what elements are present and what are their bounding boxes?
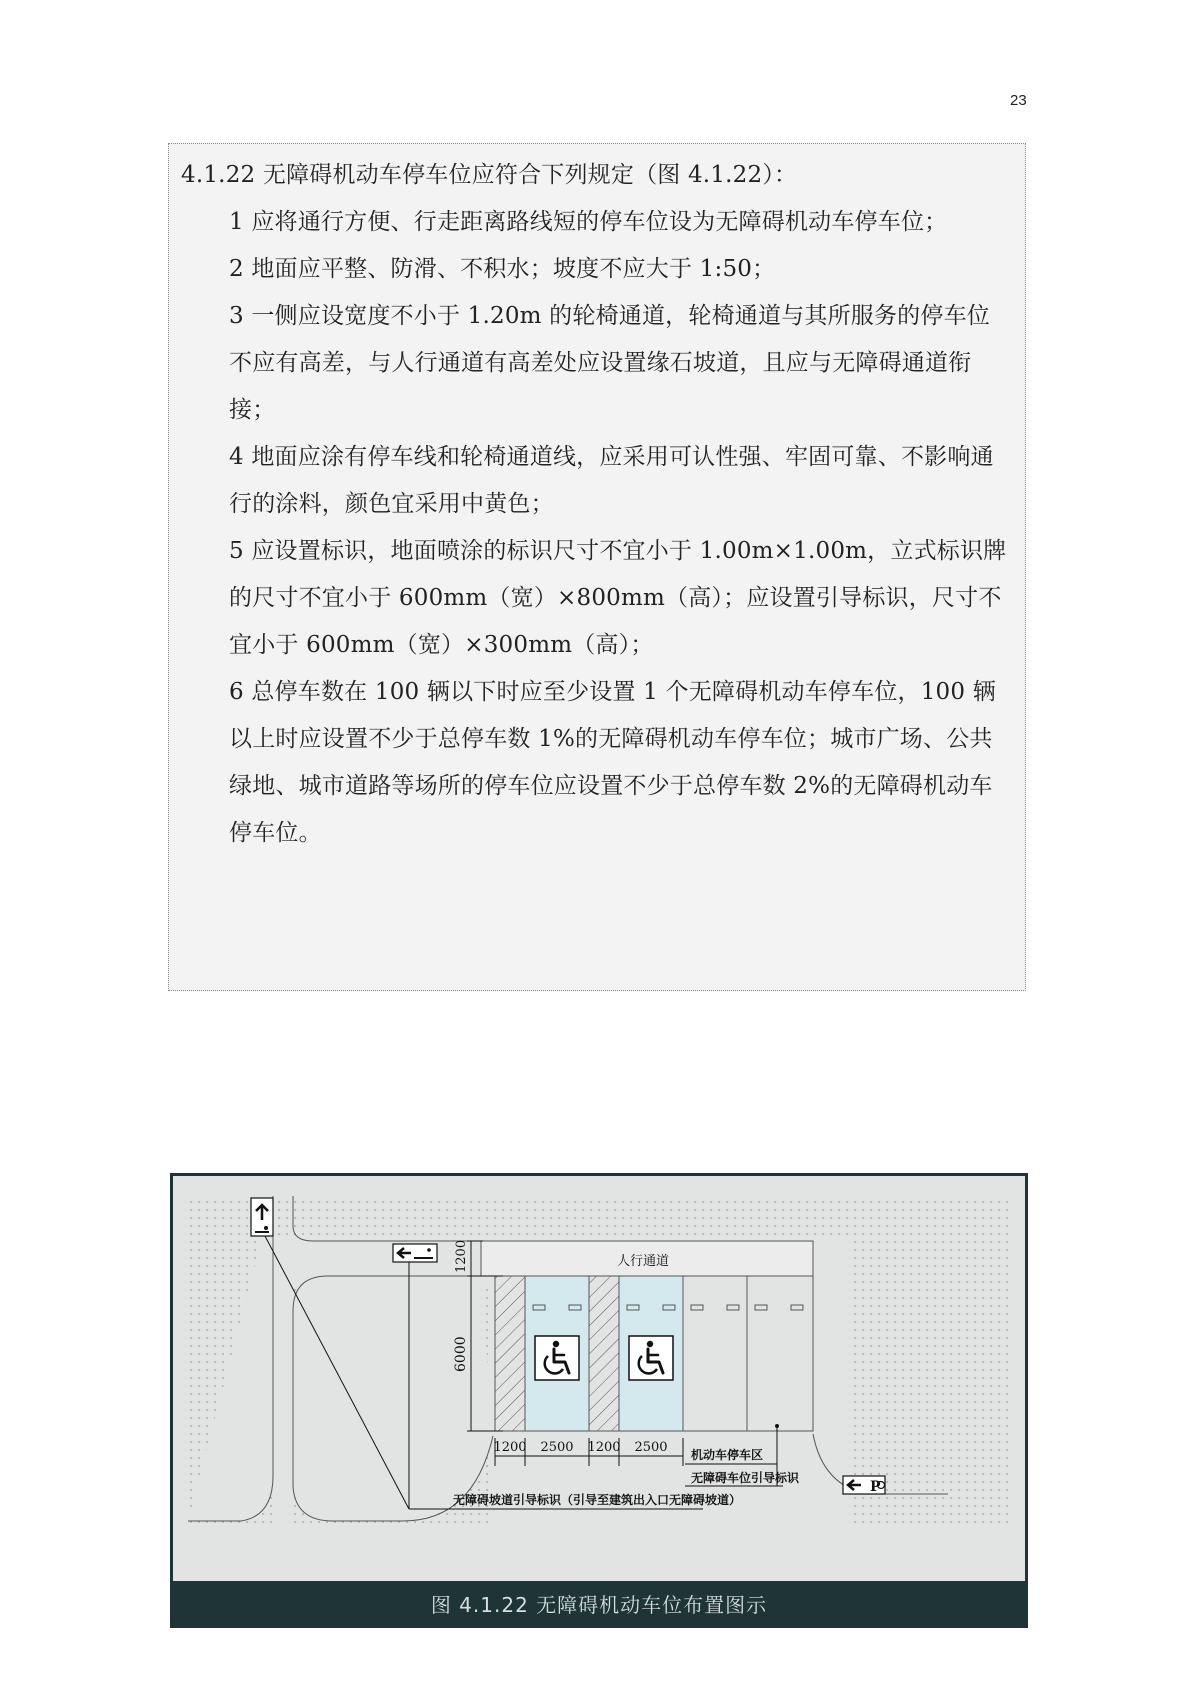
page-number: 23 [1010, 92, 1027, 109]
clause-item-4: 4 地面应涂有停车线和轮椅通道线，应采用可认性强、牢固可靠、不影响通行的涂料，颜色宜采用中黄色； [229, 444, 994, 517]
vertical-guide-sign [251, 1198, 273, 1236]
parking-zone-label: 机动车停车区 [691, 1448, 764, 1462]
dim-stall-2-label: 2500 [634, 1440, 668, 1455]
aisle-1 [495, 1276, 525, 1431]
figure-caption-bar [173, 1581, 1025, 1625]
walkway-label: 人行通道 [616, 1254, 670, 1269]
clause-item-6: 6 总停车数在 100 辆以下时应至少设置 1 个无障碍机动车停车位，100 辆以上时应设置不少于总停车数 1%的无障碍机动车停车位；城市广场、公共绿地、城市道路等场所的停车位应设置不少于总停车数 2%的无障碍机动车停车位。 [229, 679, 996, 846]
aisle-2 [589, 1276, 619, 1431]
parking-sign-marker [775, 1424, 779, 1428]
ground-top [278, 1196, 1013, 1241]
clause-item-3: 3 一侧应设宽度不小于 1.20m 的轮椅通道，轮椅通道与其所服务的停车位不应有高差，与人行通道有高差处应设置缘石坡道，且应与无障碍通道衔接； [229, 303, 990, 423]
clause-heading: 4.1.22 无障碍机动车停车位应符合下列规定（图 4.1.22）： [181, 162, 798, 188]
dim-depth-label: 6000 [453, 1336, 469, 1372]
p-sign-label: P [870, 1479, 881, 1495]
dim-aisle-2-label: 1200 [587, 1440, 621, 1455]
parking-guide-sign [843, 1476, 885, 1495]
dim-aisle-1-label: 1200 [493, 1440, 527, 1455]
stall-3 [683, 1276, 747, 1431]
horizontal-guide-sign [393, 1244, 437, 1262]
figure-frame [170, 1173, 1028, 1628]
clause-item-5: 5 应设置标识，地面喷涂的标识尺寸不宜小于 1.00m×1.00m，立式标识牌的尺寸不宜小于 600mm（宽）×800mm（高）；应设置引导标识，尺寸不宜小于 600mm（宽）×300mm（高）； [229, 538, 1007, 658]
clause-text [181, 152, 1011, 857]
dim-stall-1-label: 2500 [540, 1440, 574, 1455]
dim-walkway-label: 1200 [454, 1239, 469, 1273]
ramp-guide-sign-label: 无障碍坡道引导标识（引导至建筑出入口无障碍坡道） [453, 1493, 742, 1507]
clause-box [168, 143, 1026, 991]
clause-item-2: 2 地面应平整、防滑、不积水；坡度不应大于 1:50； [229, 256, 776, 282]
road-edge-curb [293, 1276, 493, 1521]
parking-layout-diagram [173, 1176, 1025, 1581]
figure-caption: 图 4.1.22 无障碍机动车位布置图示 [430, 1592, 768, 1617]
stall-4 [747, 1276, 813, 1431]
stall-2-accessible-icon [629, 1336, 673, 1380]
clause-item-1: 1 应将通行方便、行走距离路线短的停车位设为无障碍机动车停车位； [229, 209, 948, 235]
stall-1-accessible-icon [535, 1336, 579, 1380]
parking-guide-sign-label: 无障碍车位引导标识 [691, 1471, 800, 1485]
